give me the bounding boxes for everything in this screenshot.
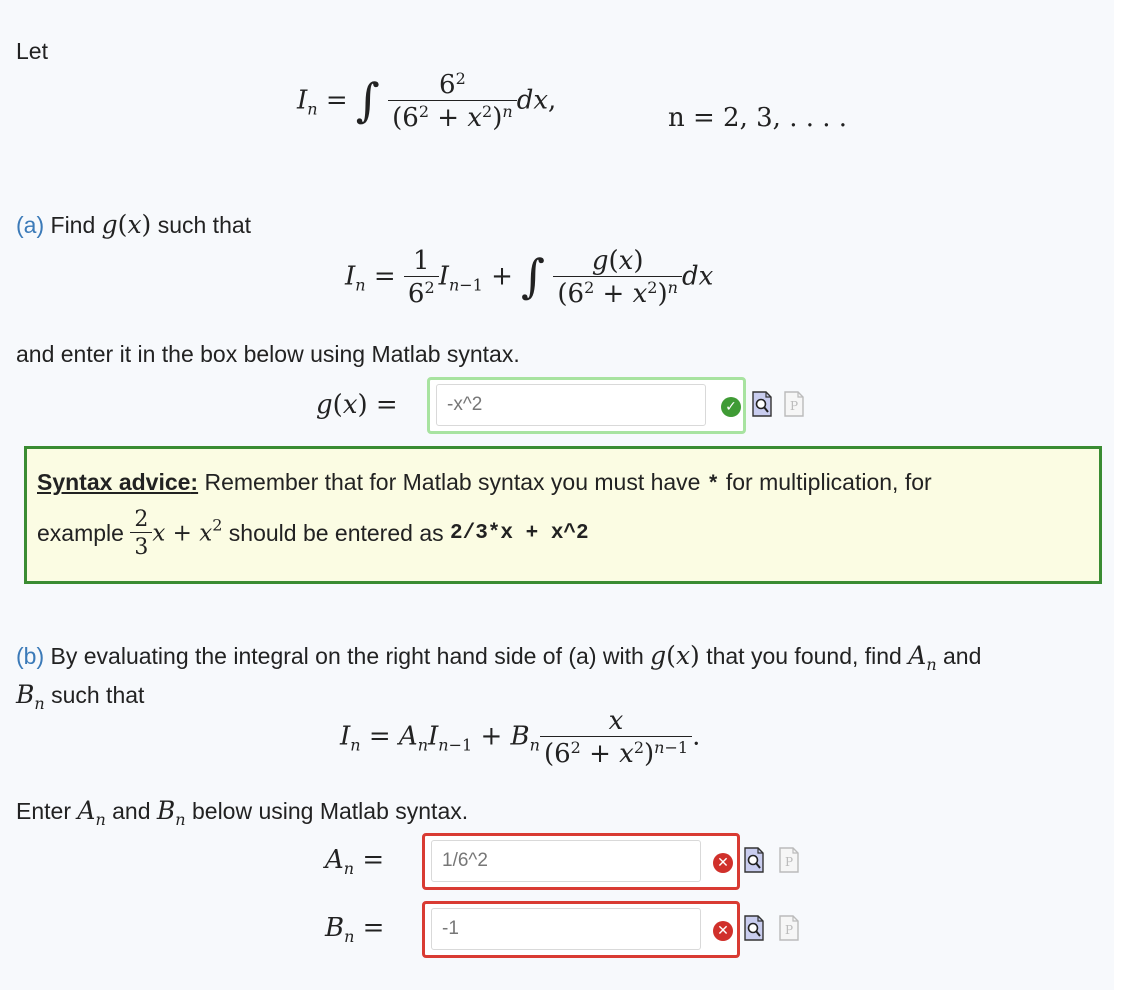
g-label: g(x) = <box>316 390 398 420</box>
part-b-label: (b) <box>16 643 45 669</box>
let-text: Let <box>16 38 48 64</box>
part-a-such-that: such that <box>157 212 252 238</box>
integral-definition: $I_n$ = ∫ $\frac{6^2}{(6^2 + x^2)^n}$ dx, <box>297 69 557 133</box>
part-b-enter-text: Enter $A_n$ and $B_n$ below using Matlab syntax. <box>16 796 469 829</box>
n-values: n = 2, 3, . . . . <box>668 103 848 133</box>
svg-text:P: P <box>789 399 799 413</box>
g-answer-box <box>427 377 746 434</box>
advice-line-2: example $\frac{2}{3}$ $x + x^2$ should be entered as 2/3*x + x^2 <box>37 507 589 560</box>
preview-icon[interactable] <box>743 915 765 941</box>
advice-line-1: Syntax advice: Remember that for Matlab syntax you must have * for multiplication, for <box>37 469 932 497</box>
a-n-label: $A_n$ = <box>325 845 385 878</box>
b-n-answer-box <box>422 901 740 958</box>
b-n-answer-input[interactable] <box>431 908 701 950</box>
preview-icon[interactable] <box>743 847 765 873</box>
syntax-p-icon[interactable] <box>778 915 800 941</box>
syntax-p-icon[interactable] <box>778 847 800 873</box>
recurrence-equation: $I_n$ = $\frac{1}{6^2}$ $I_{n-1}$ + ∫ $\frac{g(x)}{(6^2 + x^2)^n}$ dx <box>345 246 714 309</box>
error-x-icon: ✕ <box>713 921 733 941</box>
b-recurrence-equation: $I_n = A_nI_{n-1} + B_n$ $\frac{x}{(6^2 + x^2)^{n-1}}$ . <box>340 706 701 769</box>
example-code: 2/3*x + x^2 <box>450 522 589 545</box>
svg-text:P: P <box>784 923 794 937</box>
part-a-heading: (a) Find g(x) such that <box>16 210 252 239</box>
star-code: * <box>706 474 720 497</box>
part-a-find: Find <box>50 212 96 238</box>
preview-icon[interactable] <box>751 391 773 417</box>
b-n-label: $B_n$ = <box>325 913 385 946</box>
advice-label: Syntax advice <box>37 469 191 495</box>
part-b-heading: (b) By evaluating the integral on the right hand side of (a) with g(x) that you found, find $A_n$ and <box>16 641 982 674</box>
svg-text:P: P <box>784 855 794 869</box>
syntax-advice-box <box>24 446 1102 584</box>
part-b-heading-2: $B_n$ such that <box>16 680 145 713</box>
part-a-label: (a) <box>16 212 45 238</box>
check-circle-icon: ✓ <box>721 397 741 417</box>
a-n-answer-box <box>422 833 740 890</box>
a-n-answer-input[interactable] <box>431 840 701 882</box>
error-x-icon: ✕ <box>713 853 733 873</box>
part-a-enter-text: and enter it in the box below using Matlab syntax. <box>16 341 520 367</box>
syntax-p-icon[interactable] <box>783 391 805 417</box>
g-answer-input[interactable] <box>436 384 706 426</box>
